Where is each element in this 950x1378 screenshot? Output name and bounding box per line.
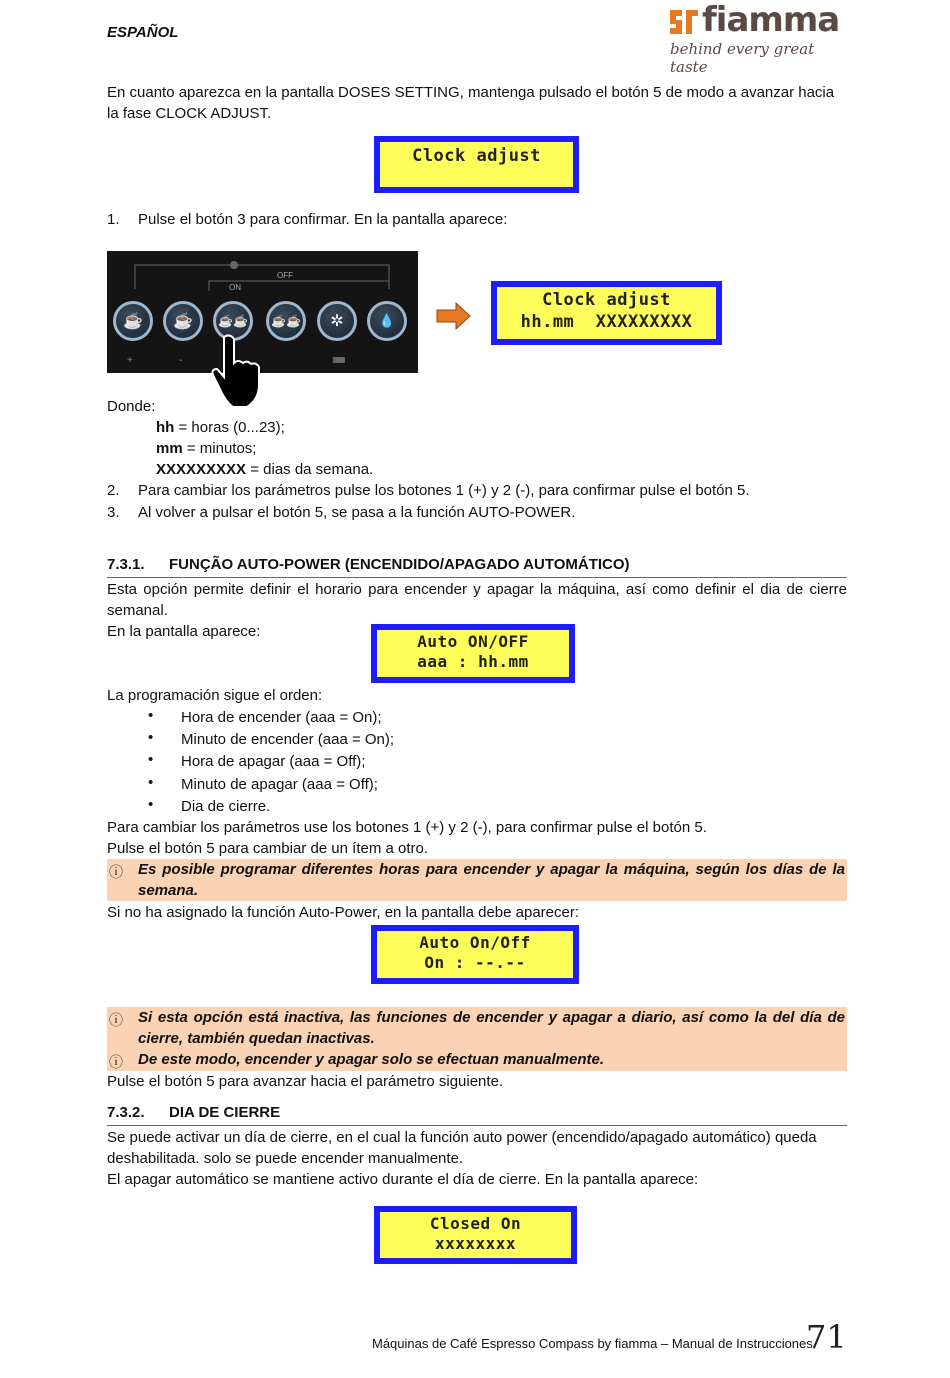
page-number: 71 — [806, 1318, 847, 1356]
panel-off-label: OFF — [277, 271, 293, 280]
bullet-item: Hora de apagar (aaa = Off); — [181, 753, 366, 770]
control-panel-image — [107, 251, 418, 373]
step-3-number: 3. — [107, 504, 120, 521]
arrow-right-icon — [436, 302, 472, 330]
step-2-number: 2. — [107, 482, 120, 499]
panel-button-5 — [317, 301, 357, 341]
lcd-line-1: Clock adjust — [542, 290, 671, 310]
panel-button-4 — [266, 301, 306, 341]
info-icon: ⓘ — [109, 1012, 123, 1028]
order-label: La programación sigue el orden: — [107, 687, 323, 704]
step-3-text: Al volver a pulsar el botón 5, se pasa a la función AUTO-POWER. — [138, 504, 576, 521]
logo-tagline: behind every great taste — [670, 40, 815, 76]
term-xxx: XXXXXXXXX — [156, 461, 247, 478]
section-732-rule — [107, 1125, 847, 1126]
logo-word: fiamma — [702, 0, 840, 40]
info-note-3-text: De este modo, encender y apagar solo se efectuan manualmente. — [138, 1051, 604, 1068]
water-drops-icon: 💧 — [378, 313, 396, 328]
bullet-dot: • — [148, 751, 154, 768]
section-732-number: 7.3.2. — [107, 1104, 145, 1121]
info-note-1 — [107, 859, 847, 901]
section-731-title: FUNÇÃO AUTO-POWER (ENCENDIDO/APAGADO AUTOMÁTICO) — [169, 556, 630, 573]
section-731-number: 7.3.1. — [107, 556, 145, 573]
lcd-auto-onoff-unset — [371, 925, 579, 984]
info-icon: ⓘ — [109, 864, 123, 880]
bullet-dot: • — [148, 707, 154, 724]
lcd-line-1: Closed On — [429, 1214, 522, 1233]
def-xxx-text: = dias da semana. — [246, 461, 374, 478]
step-2-text: Para cambiar los parámetros pulse los botones 1 (+) y 2 (-), para confirmar pulse el botón 5. — [138, 482, 750, 499]
pointing-hand-icon — [210, 333, 262, 409]
lcd-line-1: Clock adjust — [412, 146, 541, 166]
fiamma-logo — [668, 0, 840, 76]
panel-button-1 — [113, 301, 153, 341]
lcd-line-2: xxxxxxxx — [434, 1234, 517, 1253]
panel-on-label: ON — [229, 283, 241, 292]
def-mm-text: = minutos; — [182, 440, 257, 457]
panel-minus-label: - — [179, 355, 183, 366]
footer-text: Máquinas de Café Espresso Compass by fiamma – Manual de Instrucciones — [372, 1336, 813, 1351]
lcd-line-2: On : --.-- — [424, 953, 526, 972]
term-hh: hh — [156, 419, 175, 436]
section-731-p5: Si no ha asignado la función Auto-Power, en la pantalla debe aparecer: — [107, 904, 580, 921]
bullet-item: Hora de encender (aaa = On); — [181, 709, 382, 726]
steam-icon: ✲ — [330, 313, 344, 330]
step-1-number: 1. — [107, 211, 120, 228]
info-note-2 — [107, 1007, 847, 1071]
lcd-closed-on — [374, 1206, 577, 1264]
donde-label: Donde: — [107, 398, 156, 415]
double-cup-icon: ☕☕ — [271, 314, 301, 328]
section-731-p4: Pulse el botón 5 para cambiar de un ítem a otro. — [107, 840, 429, 857]
panel-button-6 — [367, 301, 407, 341]
panel-plus-label: + — [127, 355, 133, 366]
section-731-p6: Pulse el botón 5 para avanzar hacia el parámetro siguiente. — [107, 1073, 504, 1090]
section-731-p3: Para cambiar los parámetros use los botones 1 (+) y 2 (-), para confirmar pulse el botón 5. — [107, 819, 707, 836]
info-note-2-text: Si esta opción está inactiva, las funciones de encender y apagar a diario, así como la del día de cierre, también quedan inactivas. — [138, 1009, 845, 1047]
step-1-text: Pulse el botón 3 para confirmar. En la pantalla aparece: — [138, 211, 508, 228]
bullet-dot: • — [148, 729, 154, 746]
lcd-clock-adjust-hhmm — [491, 281, 722, 345]
section-731-p1: Esta opción permite definir el horario para encender y apagar la máquina, así como definir el dia de cierre semanal. — [107, 581, 847, 619]
section-732-p1: Se puede activar un día de cierre, en el cual la función auto power (encendido/apagado automático) queda deshabilitada. solo se puede encender manualmente. — [107, 1129, 817, 1167]
cup-icon: ☕ — [123, 313, 143, 330]
panel-button-2 — [163, 301, 203, 341]
def-xxx — [156, 459, 373, 480]
logo-mark-icon — [668, 6, 700, 38]
bullet-dot: • — [148, 796, 154, 813]
lcd-line-1: Auto ON/OFF — [417, 632, 529, 651]
lcd-line-2: hh.mm XXXXXXXXX — [520, 312, 693, 332]
bullet-dot: • — [148, 774, 154, 791]
section-732-title: DIA DE CIERRE — [169, 1104, 281, 1121]
info-icon: ⓘ — [109, 1054, 123, 1070]
bullet-item: Minuto de encender (aaa = On); — [181, 731, 395, 748]
section-731-p2: En la pantalla aparece: — [107, 623, 261, 640]
info-note-1-text: Es posible programar diferentes horas para encender y apagar la máquina, según los días de la semana. — [138, 861, 845, 899]
lcd-clock-adjust — [374, 136, 579, 193]
section-732-p2: El apagar automático se mantiene activo durante el día de cierre. En la pantalla aparece: — [107, 1171, 699, 1188]
section-731-rule — [107, 577, 847, 578]
language-label: ESPAÑOL — [107, 24, 179, 41]
lcd-line-2: aaa : hh.mm — [417, 652, 529, 671]
bullet-item: Dia de cierre. — [181, 798, 271, 815]
cup-icon: ☕ — [173, 313, 193, 330]
bullet-item: Minuto de apagar (aaa = Off); — [181, 776, 378, 793]
term-mm: mm — [156, 440, 183, 457]
lcd-auto-onoff — [371, 624, 575, 683]
def-hh — [156, 417, 285, 438]
lcd-line-1: Auto On/Off — [419, 933, 531, 952]
intro-paragraph: En cuanto aparezca en la pantalla DOSES SETTING, mantenga pulsado el botón 5 de modo a avanzar hacia la fase CLOCK ADJUST. — [107, 84, 835, 122]
def-hh-text: = horas (0...23); — [174, 419, 285, 436]
def-mm — [156, 438, 256, 459]
double-cup-icon: ☕☕ — [218, 314, 248, 328]
